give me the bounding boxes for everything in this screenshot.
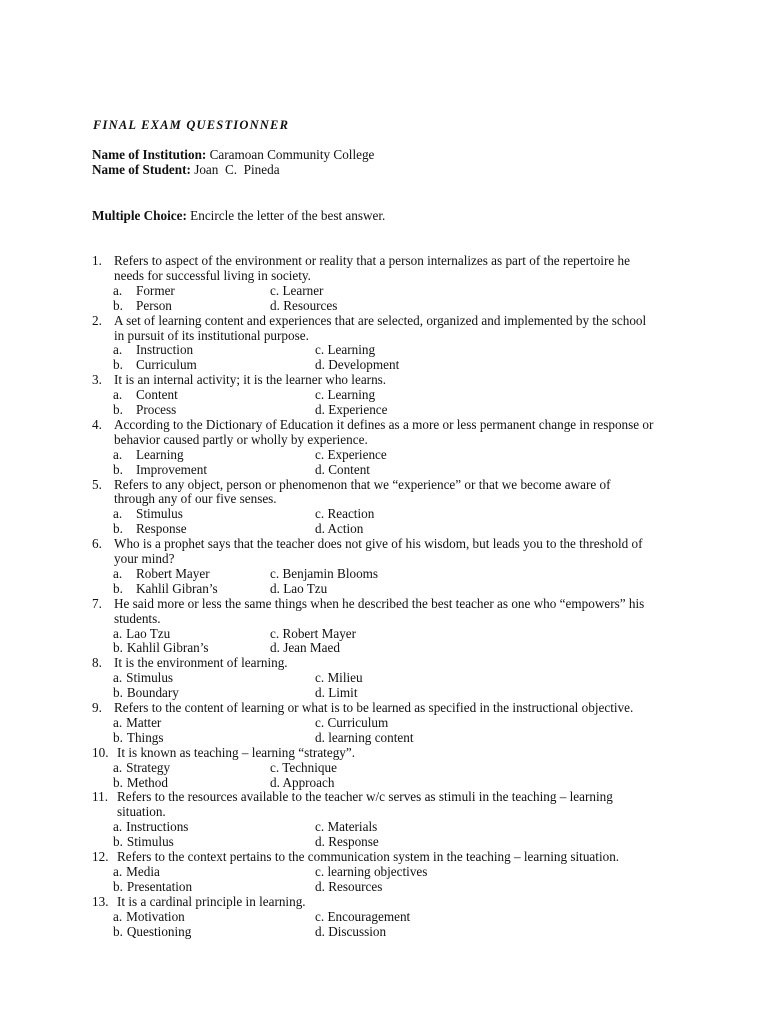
question-number: 5. (92, 476, 102, 492)
choice-letter: a. (113, 908, 123, 924)
institution-value: Caramoan Community College (209, 147, 375, 162)
choice-d[interactable]: d. Lao Tzu (270, 580, 328, 596)
choice-letter: b. (113, 402, 123, 417)
question-text: behavior caused partly or wholly by experience. (114, 431, 368, 447)
instructions-line (92, 208, 385, 223)
choice-text: Improvement (136, 461, 208, 477)
choice-letter: a. (113, 863, 123, 879)
choice-b[interactable] (113, 298, 172, 313)
question-text: your mind? (114, 551, 175, 566)
choice-a[interactable] (113, 387, 178, 402)
choice-b[interactable] (113, 834, 174, 849)
question-text: A set of learning content and experiences that are selected, organized and implemented by the school (114, 312, 647, 328)
choice-letter: b. (113, 580, 123, 596)
question-number: 11. (92, 789, 108, 805)
choice-c[interactable]: c. Curriculum (315, 714, 389, 730)
choice-d[interactable]: d. Discussion (315, 923, 387, 939)
choice-text: Process (136, 402, 177, 417)
choice-text: Instructions (126, 819, 189, 835)
choice-a[interactable] (113, 864, 160, 879)
choice-letter: b. (113, 357, 123, 373)
question-text: Refers to aspect of the environment or reality that a person internalizes as part of the repertoire he (114, 253, 630, 268)
choice-b[interactable] (113, 521, 187, 536)
choice-a[interactable] (113, 447, 184, 462)
choice-d[interactable]: d. Jean Maed (270, 640, 340, 656)
instructions-label: Multiple Choice: (92, 208, 187, 223)
choice-a[interactable] (113, 342, 193, 357)
question-text: It is the environment of learning. (114, 655, 288, 671)
choice-letter: b. (113, 729, 123, 745)
question-number: 9. (92, 700, 102, 715)
choice-b[interactable] (113, 685, 179, 700)
choice-d[interactable]: d. Approach (270, 774, 335, 790)
institution-line (92, 147, 374, 162)
choice-letter: a. (113, 819, 123, 835)
choice-c[interactable]: c. Benjamin Blooms (270, 565, 379, 581)
choice-d[interactable]: d. Action (315, 521, 364, 537)
institution-label: Name of Institution: (92, 147, 207, 162)
choice-c[interactable]: c. Learning (315, 342, 376, 358)
choice-text: Stimulus (136, 506, 183, 522)
choice-letter: b. (113, 834, 123, 850)
question-text: Refers to the context pertains to the communication system in the teaching – learning situation. (117, 849, 620, 864)
choice-letter: a. (113, 714, 123, 730)
choice-a[interactable] (113, 760, 170, 775)
choice-d[interactable]: d. Limit (315, 685, 358, 701)
choice-letter: a. (113, 759, 123, 775)
choice-letter: a. (113, 670, 123, 686)
question-text: students. (114, 610, 161, 626)
question-number: 13. (92, 893, 109, 909)
choice-text: Motivation (126, 908, 185, 924)
question-text: needs for successful living in society. (114, 267, 311, 283)
choice-text: Learning (136, 446, 184, 462)
instructions-value: Encircle the letter of the best answer. (190, 208, 386, 223)
choice-a[interactable] (113, 715, 161, 730)
choice-text: Matter (126, 714, 162, 730)
choice-text: Strategy (126, 759, 171, 775)
choice-a[interactable] (113, 670, 173, 685)
choice-c[interactable]: c. Learning (315, 387, 376, 403)
choice-letter: b. (113, 640, 123, 656)
choice-text: Kahlil Gibran’s (126, 640, 209, 656)
question-text: Refers to the resources available to the teacher w/c serves as stimuli in the teaching – learning (117, 789, 613, 805)
question-text: It is a cardinal principle in learning. (117, 893, 306, 909)
choice-c[interactable]: c. Technique (270, 759, 337, 775)
choice-d[interactable]: d. Response (315, 834, 379, 850)
choice-c[interactable]: c. Encouragement (315, 908, 411, 924)
choice-d[interactable]: d. Content (315, 461, 370, 477)
question-text: situation. (117, 804, 166, 820)
choice-letter: b. (113, 878, 123, 894)
question-text: According to the Dictionary of Education it defines as a more or less permanent change in response or (114, 416, 654, 432)
choice-text: Questioning (126, 923, 192, 939)
choice-text: Instruction (136, 342, 194, 358)
choice-c[interactable]: c. Learner (270, 282, 324, 298)
choice-a[interactable] (113, 283, 175, 298)
choice-text: Former (136, 282, 175, 298)
choice-text: Kahlil Gibran’s (136, 580, 218, 596)
choice-c[interactable]: c. Experience (315, 446, 387, 462)
question-text: in pursuit of its institutional purpose. (114, 327, 309, 343)
question-number: 1. (92, 253, 102, 268)
choice-d[interactable]: d. Development (315, 357, 400, 373)
choice-c[interactable]: c. Milieu (315, 670, 363, 686)
question-number: 2. (92, 312, 102, 328)
choice-letter: a. (113, 625, 123, 641)
question-text: through any of our five senses. (114, 491, 277, 507)
choice-d[interactable]: d. Resources (270, 297, 338, 313)
choice-d[interactable]: d. Resources (315, 878, 383, 894)
choice-letter: b. (113, 685, 123, 701)
choice-a[interactable] (113, 819, 188, 834)
choice-letter: b. (113, 521, 123, 537)
choice-letter: a. (113, 342, 123, 358)
question-text: He said more or less the same things when he described the best teacher as one who “empowers” his (114, 595, 645, 611)
choice-text: Stimulus (126, 834, 174, 850)
choice-b[interactable] (113, 402, 176, 417)
choice-a[interactable] (113, 566, 210, 581)
question-number: 8. (92, 655, 102, 671)
choice-letter: a. (113, 446, 123, 462)
choice-b[interactable] (113, 730, 164, 745)
student-line (92, 162, 280, 177)
choice-text: Person (136, 297, 172, 313)
question-number: 12. (92, 849, 109, 864)
choice-text: Stimulus (126, 670, 174, 686)
question-number: 3. (92, 372, 102, 388)
student-value: Joan C. Pineda (194, 162, 280, 177)
choice-letter: b. (113, 461, 123, 477)
question-text: Who is a prophet says that the teacher does not give of his wisdom, but leads you to the threshold of (114, 536, 643, 552)
student-label: Name of Student: (92, 162, 191, 177)
choice-b[interactable] (113, 357, 197, 372)
choice-letter: b. (113, 774, 123, 790)
choice-text: Content (136, 387, 178, 403)
choice-b[interactable] (113, 581, 218, 596)
question-number: 6. (92, 536, 102, 552)
choice-letter: a. (113, 387, 123, 403)
choice-a[interactable] (113, 506, 183, 521)
choice-c[interactable]: c. learning objectives (315, 863, 428, 879)
choice-text: Curriculum (136, 357, 197, 373)
question-text: Refers to any object, person or phenomenon that we “experience” or that we become aware of (114, 476, 611, 492)
choice-b[interactable] (113, 462, 207, 477)
question-text: It is known as teaching – learning “strategy”. (117, 744, 356, 760)
choice-b[interactable] (113, 640, 209, 655)
choice-d[interactable]: d. Experience (315, 402, 388, 417)
question-number: 7. (92, 595, 102, 611)
choice-text: Method (126, 774, 168, 790)
choice-b[interactable] (113, 775, 168, 790)
question-text: It is an internal activity; it is the learner who learns. (114, 372, 387, 388)
choice-letter: b. (113, 297, 123, 313)
exam-title: FINAL EXAM QUESTIONNER (93, 118, 290, 132)
choice-text: Response (136, 521, 187, 537)
choice-a[interactable] (113, 909, 185, 924)
choice-text: Presentation (126, 878, 193, 894)
question-number: 4. (92, 416, 102, 432)
choice-text: Robert Mayer (136, 565, 210, 581)
choice-a[interactable] (113, 626, 170, 641)
question-number: 10. (92, 744, 109, 760)
choice-letter: a. (113, 282, 123, 298)
choice-d[interactable]: d. learning content (315, 729, 414, 745)
choice-b[interactable] (113, 879, 192, 894)
choice-letter: a. (113, 506, 123, 522)
choice-c[interactable]: c. Robert Mayer (270, 625, 357, 641)
choice-c[interactable]: c. Reaction (315, 506, 375, 522)
choice-text: Media (126, 863, 160, 879)
question-text: Refers to the content of learning or what is to be learned as specified in the instructional objective. (114, 700, 634, 715)
choice-c[interactable]: c. Materials (315, 819, 378, 835)
choice-text: Things (126, 729, 164, 745)
choice-letter: a. (113, 565, 123, 581)
choice-b[interactable] (113, 924, 191, 939)
choice-letter: b. (113, 923, 123, 939)
choice-text: Lao Tzu (126, 625, 171, 641)
choice-text: Boundary (126, 685, 179, 701)
